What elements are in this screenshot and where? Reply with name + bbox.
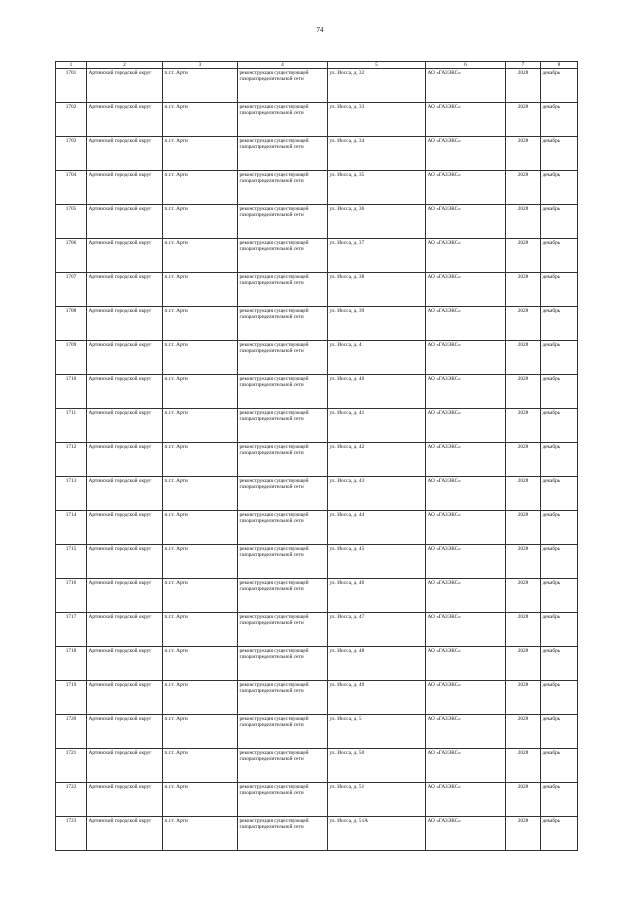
row-number-cell: 1721 [56, 749, 87, 783]
row-number-cell: 1716 [56, 579, 87, 613]
work-type-cell: реконструкция существующей газораспределительной сети [238, 341, 328, 375]
table-row [56, 103, 578, 137]
settlement-cell: п.г.т. Арти [163, 375, 238, 409]
work-type-cell: реконструкция существующей газораспределительной сети [238, 137, 328, 171]
year-cell: 2028 [506, 171, 541, 205]
address-cell: ул. Иосса, д. 33 [328, 103, 426, 137]
work-type-cell: реконструкция существующей газораспределительной сети [238, 681, 328, 715]
year-cell: 2028 [506, 69, 541, 103]
month-cell: декабрь [541, 341, 578, 375]
month-cell: декабрь [541, 171, 578, 205]
work-type-cell: реконструкция существующей газораспределительной сети [238, 817, 328, 851]
row-number-cell: 1709 [56, 341, 87, 375]
address-cell: ул. Иосса, д. 42 [328, 443, 426, 477]
municipality-cell: Артинский городской округ [87, 239, 163, 273]
table-row [56, 443, 578, 477]
month-cell: декабрь [541, 307, 578, 341]
header-row [56, 62, 578, 69]
row-number-cell: 1712 [56, 443, 87, 477]
settlement-cell: п.г.т. Арти [163, 681, 238, 715]
organization-cell: АО «ГАЗЭКС» [426, 307, 506, 341]
organization-cell: АО «ГАЗЭКС» [426, 545, 506, 579]
month-cell: декабрь [541, 783, 578, 817]
month-cell: декабрь [541, 613, 578, 647]
settlement-cell: п.г.т. Арти [163, 817, 238, 851]
year-cell: 2028 [506, 681, 541, 715]
work-type-cell: реконструкция существующей газораспределительной сети [238, 409, 328, 443]
organization-cell: АО «ГАЗЭКС» [426, 749, 506, 783]
organization-cell: АО «ГАЗЭКС» [426, 171, 506, 205]
table-row [56, 137, 578, 171]
work-type-cell: реконструкция существующей газораспределительной сети [238, 579, 328, 613]
month-cell: декабрь [541, 647, 578, 681]
document-table [55, 61, 578, 851]
organization-cell: АО «ГАЗЭКС» [426, 511, 506, 545]
month-cell: декабрь [541, 817, 578, 851]
row-number-cell: 1710 [56, 375, 87, 409]
address-cell: ул. Иосса, д. 41 [328, 409, 426, 443]
page-number: 74 [316, 26, 324, 34]
municipality-cell: Артинский городской округ [87, 681, 163, 715]
year-cell: 2028 [506, 545, 541, 579]
address-cell: ул. Иосса, д. 49 [328, 681, 426, 715]
table-row [56, 681, 578, 715]
row-number-cell: 1705 [56, 205, 87, 239]
work-type-cell: реконструкция существующей газораспределительной сети [238, 273, 328, 307]
municipality-cell: Артинский городской округ [87, 613, 163, 647]
column-header: 7 [506, 62, 541, 69]
column-header: 3 [163, 62, 238, 69]
settlement-cell: п.г.т. Арти [163, 171, 238, 205]
organization-cell: АО «ГАЗЭКС» [426, 715, 506, 749]
settlement-cell: п.г.т. Арти [163, 511, 238, 545]
settlement-cell: п.г.т. Арти [163, 69, 238, 103]
month-cell: декабрь [541, 477, 578, 511]
address-cell: ул. Иосса, д. 47 [328, 613, 426, 647]
organization-cell: АО «ГАЗЭКС» [426, 103, 506, 137]
row-number-cell: 1704 [56, 171, 87, 205]
organization-cell: АО «ГАЗЭКС» [426, 341, 506, 375]
municipality-cell: Артинский городской округ [87, 579, 163, 613]
table-body [56, 69, 578, 851]
table-row [56, 375, 578, 409]
row-number-cell: 1722 [56, 783, 87, 817]
table-row [56, 171, 578, 205]
year-cell: 2028 [506, 103, 541, 137]
year-cell: 2028 [506, 579, 541, 613]
year-cell: 2028 [506, 477, 541, 511]
work-type-cell: реконструкция существующей газораспределительной сети [238, 783, 328, 817]
municipality-cell: Артинский городской округ [87, 477, 163, 511]
address-cell: ул. Иосса, д. 51А [328, 817, 426, 851]
address-cell: ул. Иосса, д. 51 [328, 783, 426, 817]
organization-cell: АО «ГАЗЭКС» [426, 613, 506, 647]
organization-cell: АО «ГАЗЭКС» [426, 69, 506, 103]
year-cell: 2028 [506, 273, 541, 307]
work-type-cell: реконструкция существующей газораспределительной сети [238, 613, 328, 647]
settlement-cell: п.г.т. Арти [163, 613, 238, 647]
settlement-cell: п.г.т. Арти [163, 239, 238, 273]
work-type-cell: реконструкция существующей газораспределительной сети [238, 715, 328, 749]
row-number-cell: 1702 [56, 103, 87, 137]
table-row [56, 545, 578, 579]
address-cell: ул. Иосса, д. 34 [328, 137, 426, 171]
table-row [56, 783, 578, 817]
year-cell: 2028 [506, 817, 541, 851]
organization-cell: АО «ГАЗЭКС» [426, 477, 506, 511]
year-cell: 2028 [506, 511, 541, 545]
row-number-cell: 1701 [56, 69, 87, 103]
column-header: 6 [426, 62, 506, 69]
year-cell: 2028 [506, 783, 541, 817]
municipality-cell: Артинский городской округ [87, 205, 163, 239]
municipality-cell: Артинский городской округ [87, 443, 163, 477]
month-cell: декабрь [541, 749, 578, 783]
row-number-cell: 1715 [56, 545, 87, 579]
month-cell: декабрь [541, 409, 578, 443]
municipality-cell: Артинский городской округ [87, 715, 163, 749]
work-type-cell: реконструкция существующей газораспределительной сети [238, 477, 328, 511]
organization-cell: АО «ГАЗЭКС» [426, 579, 506, 613]
work-type-cell: реконструкция существующей газораспределительной сети [238, 545, 328, 579]
month-cell: декабрь [541, 443, 578, 477]
month-cell: декабрь [541, 375, 578, 409]
address-cell: ул. Иосса, д. 50 [328, 749, 426, 783]
municipality-cell: Артинский городской округ [87, 647, 163, 681]
settlement-cell: п.г.т. Арти [163, 137, 238, 171]
year-cell: 2028 [506, 205, 541, 239]
row-number-cell: 1713 [56, 477, 87, 511]
work-type-cell: реконструкция существующей газораспределительной сети [238, 171, 328, 205]
settlement-cell: п.г.т. Арти [163, 477, 238, 511]
municipality-cell: Артинский городской округ [87, 545, 163, 579]
address-cell: ул. Иосса, д. 5 [328, 715, 426, 749]
municipality-cell: Артинский городской округ [87, 69, 163, 103]
work-type-cell: реконструкция существующей газораспределительной сети [238, 239, 328, 273]
year-cell: 2028 [506, 239, 541, 273]
year-cell: 2028 [506, 647, 541, 681]
row-number-cell: 1708 [56, 307, 87, 341]
table-row [56, 647, 578, 681]
municipality-cell: Артинский городской округ [87, 817, 163, 851]
work-type-cell: реконструкция существующей газораспределительной сети [238, 307, 328, 341]
table-row [56, 273, 578, 307]
address-cell: ул. Иосса, д. 45 [328, 545, 426, 579]
municipality-cell: Артинский городской округ [87, 307, 163, 341]
work-type-cell: реконструкция существующей газораспределительной сети [238, 511, 328, 545]
table-row [56, 239, 578, 273]
settlement-cell: п.г.т. Арти [163, 409, 238, 443]
month-cell: декабрь [541, 273, 578, 307]
month-cell: декабрь [541, 69, 578, 103]
column-header: 2 [87, 62, 163, 69]
settlement-cell: п.г.т. Арти [163, 103, 238, 137]
organization-cell: АО «ГАЗЭКС» [426, 409, 506, 443]
settlement-cell: п.г.т. Арти [163, 647, 238, 681]
column-header: 1 [56, 62, 87, 69]
settlement-cell: п.г.т. Арти [163, 443, 238, 477]
table-row [56, 749, 578, 783]
work-type-cell: реконструкция существующей газораспределительной сети [238, 647, 328, 681]
row-number-cell: 1718 [56, 647, 87, 681]
row-number-cell: 1714 [56, 511, 87, 545]
table-header [56, 62, 578, 69]
address-cell: ул. Иосса, д. 4 [328, 341, 426, 375]
month-cell: декабрь [541, 511, 578, 545]
column-header: 8 [541, 62, 578, 69]
work-type-cell: реконструкция существующей газораспределительной сети [238, 749, 328, 783]
month-cell: декабрь [541, 579, 578, 613]
municipality-cell: Артинский городской округ [87, 341, 163, 375]
year-cell: 2028 [506, 137, 541, 171]
municipality-cell: Артинский городской округ [87, 137, 163, 171]
work-type-cell: реконструкция существующей газораспределительной сети [238, 443, 328, 477]
settlement-cell: п.г.т. Арти [163, 749, 238, 783]
row-number-cell: 1723 [56, 817, 87, 851]
table-row [56, 715, 578, 749]
year-cell: 2028 [506, 375, 541, 409]
table-row [56, 69, 578, 103]
address-cell: ул. Иосса, д. 40 [328, 375, 426, 409]
address-cell: ул. Иосса, д. 39 [328, 307, 426, 341]
address-cell: ул. Иосса, д. 36 [328, 205, 426, 239]
organization-cell: АО «ГАЗЭКС» [426, 273, 506, 307]
table-row [56, 613, 578, 647]
table-row [56, 477, 578, 511]
month-cell: декабрь [541, 205, 578, 239]
address-cell: ул. Иосса, д. 46 [328, 579, 426, 613]
municipality-cell: Артинский городской округ [87, 375, 163, 409]
address-cell: ул. Иосса, д. 32 [328, 69, 426, 103]
table-row [56, 511, 578, 545]
organization-cell: АО «ГАЗЭКС» [426, 375, 506, 409]
row-number-cell: 1703 [56, 137, 87, 171]
row-number-cell: 1707 [56, 273, 87, 307]
organization-cell: АО «ГАЗЭКС» [426, 239, 506, 273]
row-number-cell: 1717 [56, 613, 87, 647]
organization-cell: АО «ГАЗЭКС» [426, 783, 506, 817]
municipality-cell: Артинский городской округ [87, 511, 163, 545]
month-cell: декабрь [541, 715, 578, 749]
organization-cell: АО «ГАЗЭКС» [426, 443, 506, 477]
settlement-cell: п.г.т. Арти [163, 307, 238, 341]
table-row [56, 817, 578, 851]
work-type-cell: реконструкция существующей газораспределительной сети [238, 205, 328, 239]
organization-cell: АО «ГАЗЭКС» [426, 137, 506, 171]
column-header: 4 [238, 62, 328, 69]
organization-cell: АО «ГАЗЭКС» [426, 647, 506, 681]
month-cell: декабрь [541, 239, 578, 273]
organization-cell: АО «ГАЗЭКС» [426, 817, 506, 851]
settlement-cell: п.г.т. Арти [163, 341, 238, 375]
year-cell: 2028 [506, 613, 541, 647]
address-cell: ул. Иосса, д. 48 [328, 647, 426, 681]
settlement-cell: п.г.т. Арти [163, 783, 238, 817]
settlement-cell: п.г.т. Арти [163, 273, 238, 307]
table-row [56, 307, 578, 341]
work-type-cell: реконструкция существующей газораспределительной сети [238, 103, 328, 137]
organization-cell: АО «ГАЗЭКС» [426, 681, 506, 715]
municipality-cell: Артинский городской округ [87, 783, 163, 817]
address-cell: ул. Иосса, д. 43 [328, 477, 426, 511]
organization-cell: АО «ГАЗЭКС» [426, 205, 506, 239]
municipality-cell: Артинский городской округ [87, 171, 163, 205]
address-cell: ул. Иосса, д. 35 [328, 171, 426, 205]
column-header: 5 [328, 62, 426, 69]
table-row [56, 409, 578, 443]
work-type-cell: реконструкция существующей газораспределительной сети [238, 69, 328, 103]
year-cell: 2028 [506, 443, 541, 477]
table-row [56, 341, 578, 375]
row-number-cell: 1719 [56, 681, 87, 715]
month-cell: декабрь [541, 681, 578, 715]
address-cell: ул. Иосса, д. 38 [328, 273, 426, 307]
table-row [56, 579, 578, 613]
row-number-cell: 1706 [56, 239, 87, 273]
year-cell: 2028 [506, 749, 541, 783]
work-type-cell: реконструкция существующей газораспределительной сети [238, 375, 328, 409]
month-cell: декабрь [541, 137, 578, 171]
year-cell: 2028 [506, 341, 541, 375]
municipality-cell: Артинский городской округ [87, 103, 163, 137]
month-cell: декабрь [541, 103, 578, 137]
municipality-cell: Артинский городской округ [87, 409, 163, 443]
settlement-cell: п.г.т. Арти [163, 715, 238, 749]
year-cell: 2028 [506, 409, 541, 443]
row-number-cell: 1711 [56, 409, 87, 443]
municipality-cell: Артинский городской округ [87, 273, 163, 307]
settlement-cell: п.г.т. Арти [163, 205, 238, 239]
year-cell: 2028 [506, 307, 541, 341]
settlement-cell: п.г.т. Арти [163, 579, 238, 613]
settlement-cell: п.г.т. Арти [163, 545, 238, 579]
table-row [56, 205, 578, 239]
address-cell: ул. Иосса, д. 44 [328, 511, 426, 545]
address-cell: ул. Иосса, д. 37 [328, 239, 426, 273]
row-number-cell: 1720 [56, 715, 87, 749]
year-cell: 2028 [506, 715, 541, 749]
month-cell: декабрь [541, 545, 578, 579]
municipality-cell: Артинский городской округ [87, 749, 163, 783]
